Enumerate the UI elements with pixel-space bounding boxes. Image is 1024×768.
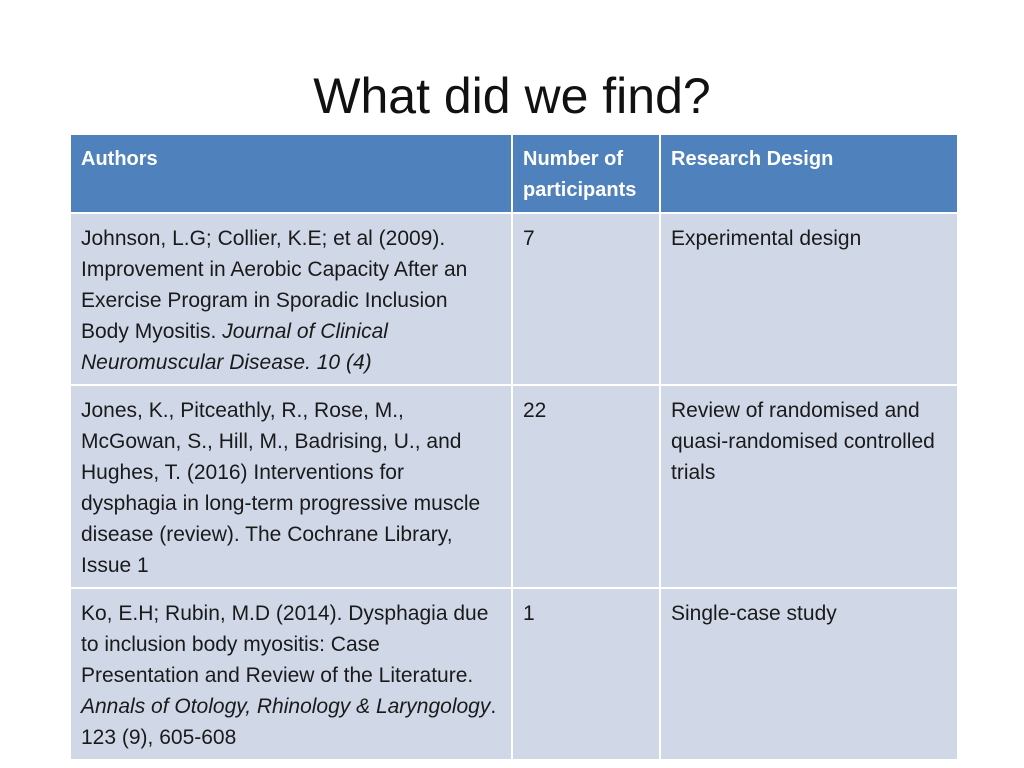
header-participants: Number of participants (512, 134, 660, 213)
cell-research-design: Review of randomised and quasi-randomised controlled trials (660, 385, 958, 588)
table-header-row (70, 134, 958, 213)
citation-journal: Annals of Otology, Rhinology & Laryngology (81, 695, 491, 718)
cell-authors (70, 213, 512, 385)
table-row (70, 588, 958, 760)
citation-text: Johnson, L.G; Collier, K.E; et al (2009). Improvement in Aerobic Capacity After an Exercise Program in Sporadic Inclusion Body Myositis. (81, 227, 468, 343)
findings-table (69, 133, 959, 761)
table-row (70, 385, 958, 588)
table-row (70, 213, 958, 385)
slide-title: What did we find? (313, 68, 711, 124)
header-research-design: Research Design (660, 134, 958, 213)
cell-participants: 7 (512, 213, 660, 385)
citation-tail: . 123 (9), 605-608 (81, 695, 497, 749)
cell-research-design: Experimental design (660, 213, 958, 385)
cell-research-design: Single-case study (660, 588, 958, 760)
cell-authors (70, 588, 512, 760)
cell-participants: 22 (512, 385, 660, 588)
citation-text: Jones, K., Pitceathly, R., Rose, M., McGowan, S., Hill, M., Badrising, U., and Hughes, T. (2016) Interventions for dysphagia in long-term progressive muscle disease (review). The Cochrane Library, Issue 1 (81, 399, 481, 577)
cell-participants: 1 (512, 588, 660, 760)
header-authors: Authors (70, 134, 512, 213)
citation-journal: Journal of Clinical Neuromuscular Disease. 10 (4) (81, 320, 388, 374)
cell-authors (70, 385, 512, 588)
citation-text: Ko, E.H; Rubin, M.D (2014). Dysphagia due to inclusion body myositis: Case Presentation and Review of the Literature. (81, 602, 489, 687)
